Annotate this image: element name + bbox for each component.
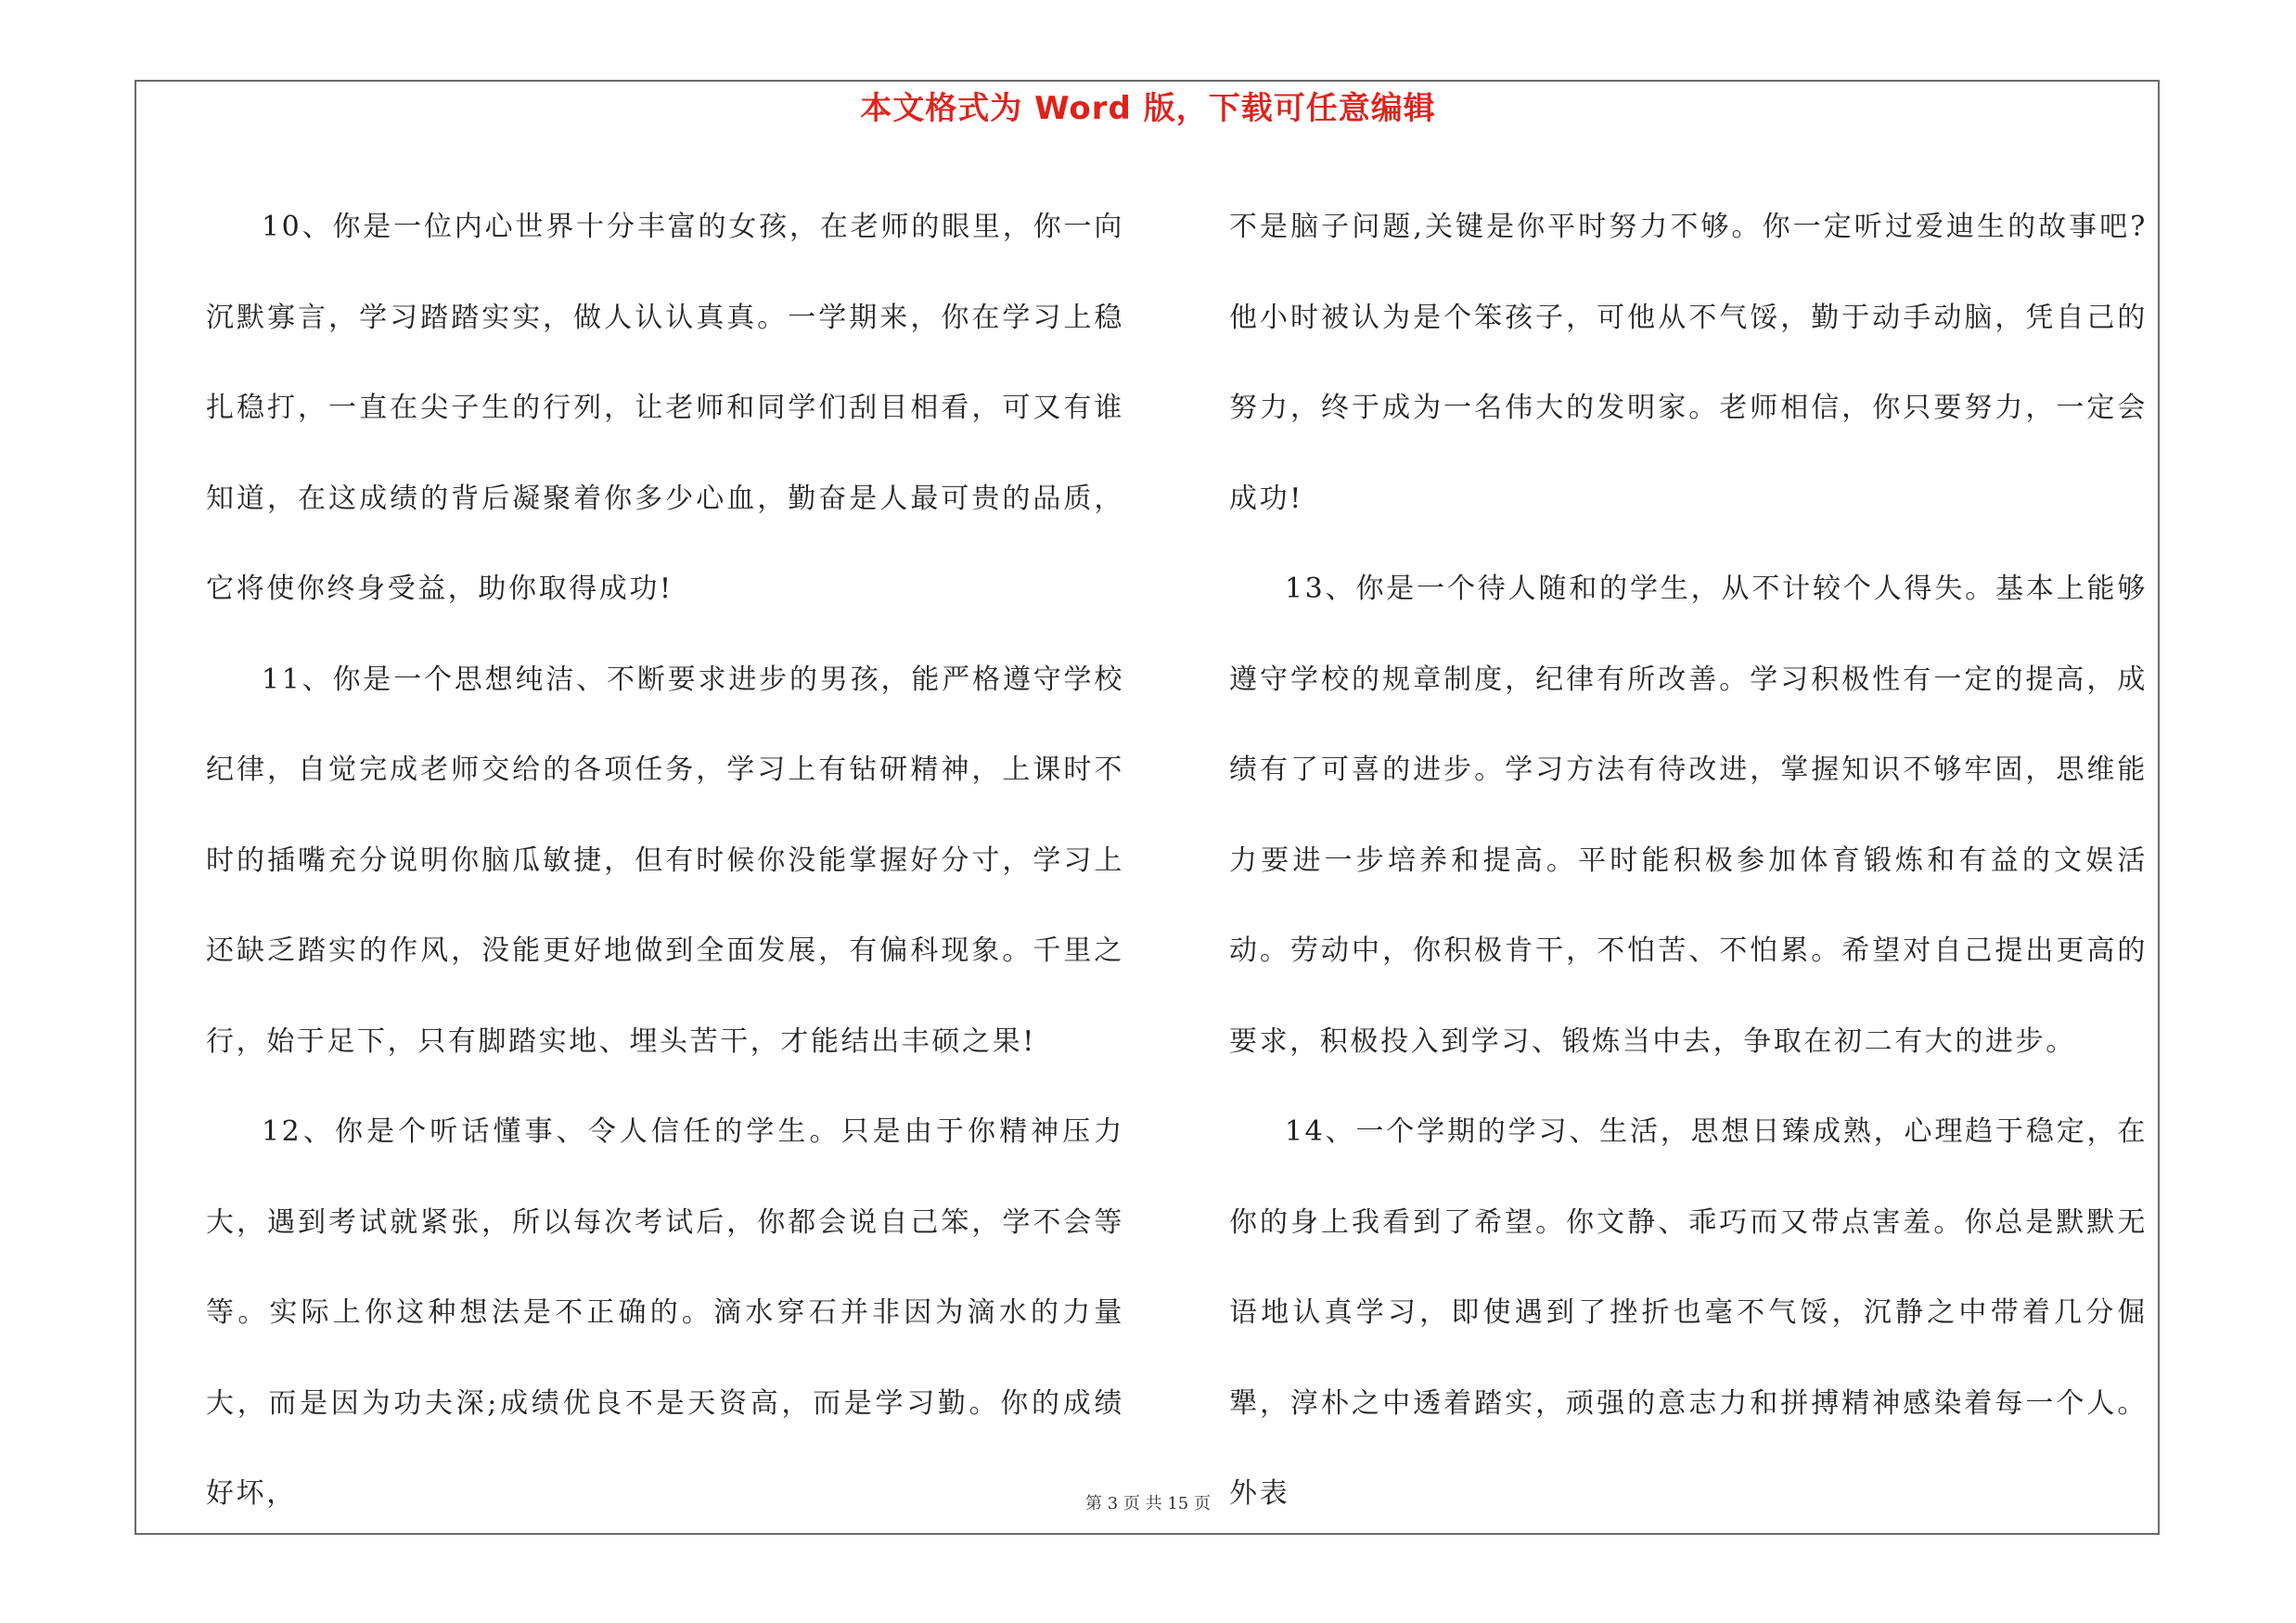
comment-paragraph-11: 11、你是一个思想纯洁、不断要求进步的男孩，能严格遵守学校纪律，自觉完成老师交给的各项任务，学习上有钻研精神，上课时不时的插嘴充分说明你脑瓜敏捷，但有时候你没能掌握好分寸，学习上还缺乏踏实的作风，没能更好地做到全面发展，有偏科现象。千里之行，始于足下，只有脚踏实地、埋头苦干，才能结出丰硕之果! xyxy=(206,663,1124,1058)
comment-paragraph-14: 14、一个学期的学习、生活，思想日臻成熟，心理趋于稳定，在你的身上我看到了希望。你文静、乖巧而又带点害羞。你总是默默无语地认真学习，即使遇到了挫折也毫不气馁，沉静之中带着几分倔犟，淳朴之中透着踏实，顽强的意志力和拼搏精神感染着每一个人。外表 xyxy=(1229,1115,2148,1510)
comment-paragraph-12: 12、你是个听话懂事、令人信任的学生。只是由于你精神压力大，遇到考试就紧张，所以每次考试后，你都会说自己笨，学不会等等。实际上你这种想法是不正确的。滴水穿石并非因为滴水的力量大，而是因为功夫深;成绩优良不是天资高，而是学习勤。你的成绩好坏， xyxy=(206,1115,1124,1510)
comment-paragraph-12-continued: 不是脑子问题,关键是你平时努力不够。你一定听过爱迪生的故事吧?他小时被认为是个笨孩子，可他从不气馁，勤于动手动脑，凭自己的努力，终于成为一名伟大的发明家。老师相信，你只要努力，一定会成功! xyxy=(1229,211,2148,515)
comment-paragraph-13: 13、你是一个待人随和的学生，从不计较个人得失。基本上能够遵守学校的规章制度，纪律有所改善。学习积极性有一定的提高，成绩有了可喜的进步。学习方法有待改进，掌握知识不够牢固，思维能力要进一步培养和提高。平时能积极参加体育锻炼和有益的文娱活动。劳动中，你积极肯干，不怕苦、不怕累。希望对自己提出更高的要求，积极投入到学习、锻炼当中去，争取在初二有大的进步。 xyxy=(1229,573,2148,1058)
left-column xyxy=(206,182,1124,1539)
page-number-footer: 第 3 页 共 15 页 xyxy=(1085,1494,1211,1514)
right-column xyxy=(1229,182,2148,1539)
word-format-banner: 本文格式为 Word 版，下载可任意编辑 xyxy=(860,90,1436,127)
comment-paragraph-10: 10、你是一位内心世界十分丰富的女孩，在老师的眼里，你一向沉默寡言，学习踏踏实实，做人认认真真。一学期来，你在学习上稳扎稳打，一直在尖子生的行列，让老师和同学们刮目相看，可又有谁知道，在这成绩的背后凝聚着你多少心血，勤奋是人最可贵的品质，它将使你终身受益，助你取得成功! xyxy=(206,211,1124,605)
